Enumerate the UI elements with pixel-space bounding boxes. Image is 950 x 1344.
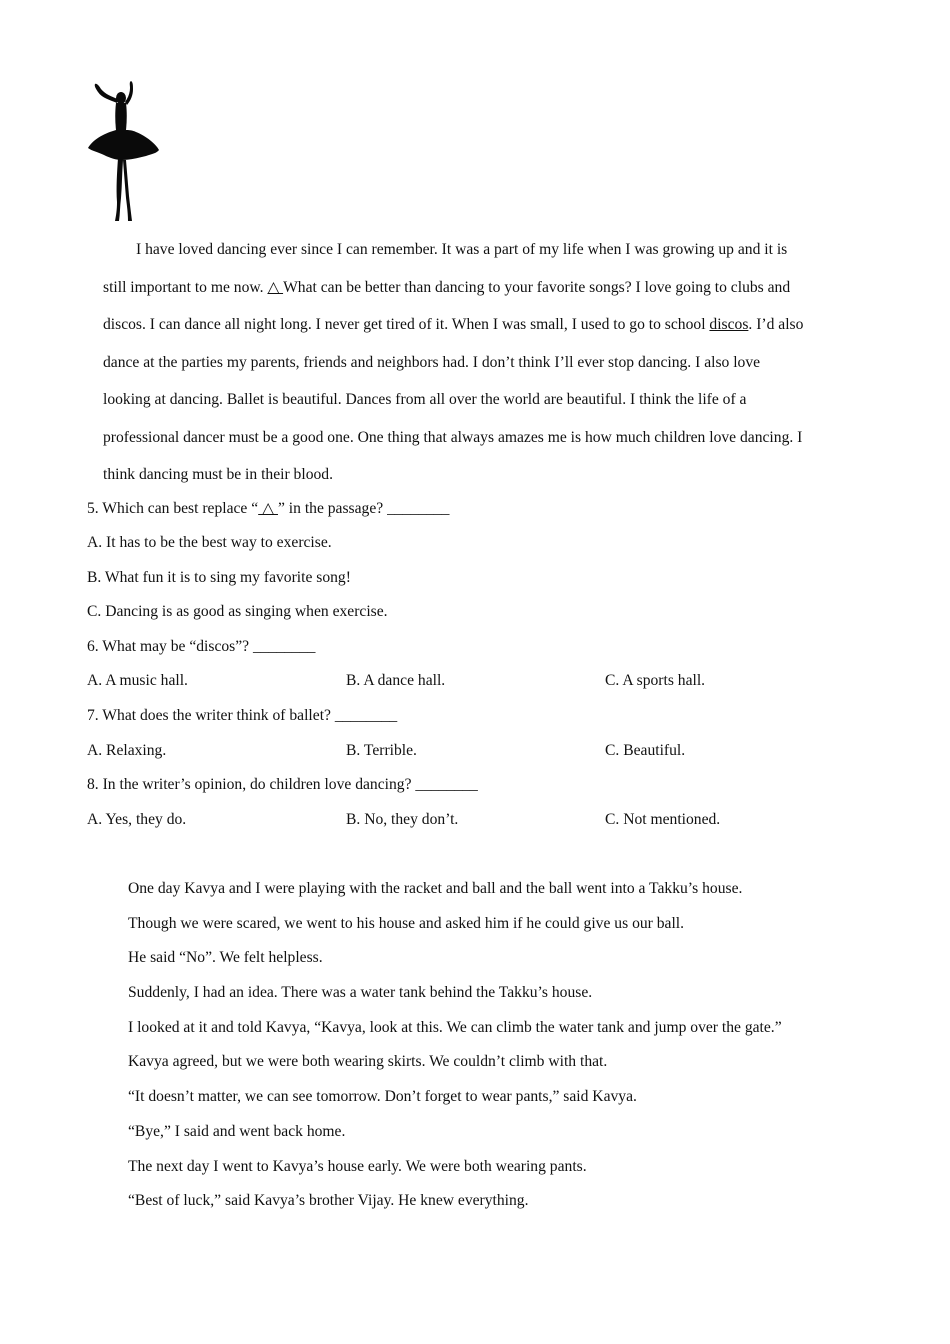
question-5-text-end: ” in the passage? ________: [277, 500, 450, 517]
question-5-option-c: C. Dancing is as good as singing when exercise.: [87, 603, 388, 620]
question-8-option-a: A. Yes, they do.: [87, 811, 187, 828]
underlined-word-discos: discos: [709, 316, 749, 333]
question-7-option-b: B. Terrible.: [346, 742, 417, 759]
story-line: He said “No”. We felt helpless.: [128, 949, 323, 967]
question-6: 6. What may be “discos”? ________: [87, 638, 316, 655]
question-7-option-c: C. Beautiful.: [605, 742, 686, 759]
story-line: I looked at it and told Kavya, “Kavya, look at this. We can climb the water tank and jump over the gate.”: [128, 1018, 782, 1036]
story-line: “Best of luck,” said Kavya’s brother Vijay. He knew everything.: [128, 1192, 529, 1210]
story-passage: [128, 872, 782, 1219]
passage-line-5: looking at dancing. Ballet is beautiful. Dances from all over the world are beautiful. I think the life of a: [103, 391, 747, 408]
question-5: [87, 499, 449, 518]
question-6-option-b: B. A dance hall.: [346, 672, 446, 689]
passage-line-3: [103, 306, 863, 344]
story-line: The next day I went to Kavya’s house early. We were both wearing pants.: [128, 1157, 587, 1175]
question-5-option-b: B. What fun it is to sing my favorite song!: [87, 569, 351, 586]
blank-marker: △: [267, 278, 284, 296]
passage-line-2: [103, 269, 863, 307]
question-7-option-a: A. Relaxing.: [87, 742, 167, 759]
story-line: Kavya agreed, but we were both wearing skirts. We couldn’t climb with that.: [128, 1053, 608, 1071]
passage-line-7: think dancing must be in their blood.: [103, 466, 333, 483]
story-line: “Bye,” I said and went back home.: [128, 1122, 346, 1140]
passage-line-2-end: What can be better than dancing to your favorite songs? I love going to clubs and: [283, 278, 791, 296]
story-line: One day Kavya and I were playing with the racket and ball and the ball went into a Takku’s house.: [128, 880, 743, 897]
passage-line-1: I have loved dancing ever since I can remember. It was a part of my life when I was growing up and it is: [136, 241, 788, 258]
question-6-option-a: A. A music hall.: [87, 672, 188, 689]
passage-line-3-start: discos. I can dance all night long. I never get tired of it. When I was small, I used to go to school: [103, 316, 710, 333]
question-8-option-b: B. No, they don’t.: [346, 811, 459, 828]
passage-line-4: dance at the parties my parents, friends and neighbors had. I don’t think I’ll ever stop dancing. I also love: [103, 353, 761, 371]
passage-line-3-end: . I’d also: [748, 316, 804, 333]
passage-line-6: professional dancer must be a good one. One thing that always amazes me is how much children love dancing. I: [103, 428, 803, 446]
passage-line-2-start: still important to me now.: [103, 278, 268, 296]
question-5-marker: △: [258, 500, 278, 517]
story-line: Though we were scared, we went to his house and asked him if he could give us our ball.: [128, 914, 685, 932]
question-5-text-start: 5. Which can best replace “: [87, 500, 259, 517]
question-6-option-c: C. A sports hall.: [605, 672, 706, 689]
question-5-option-a: A. It has to be the best way to exercise.: [87, 534, 332, 551]
question-7: 7. What does the writer think of ballet? ________: [87, 707, 398, 724]
story-line: Suddenly, I had an idea. There was a water tank behind the Takku’s house.: [128, 984, 593, 1002]
ballerina-silhouette-image: [86, 78, 160, 224]
question-8-option-c: C. Not mentioned.: [605, 811, 721, 828]
question-8: 8. In the writer’s opinion, do children love dancing? ________: [87, 776, 478, 793]
reading-passage: [103, 231, 863, 494]
story-line: “It doesn’t matter, we can see tomorrow. Don’t forget to wear pants,” said Kavya.: [128, 1088, 637, 1106]
